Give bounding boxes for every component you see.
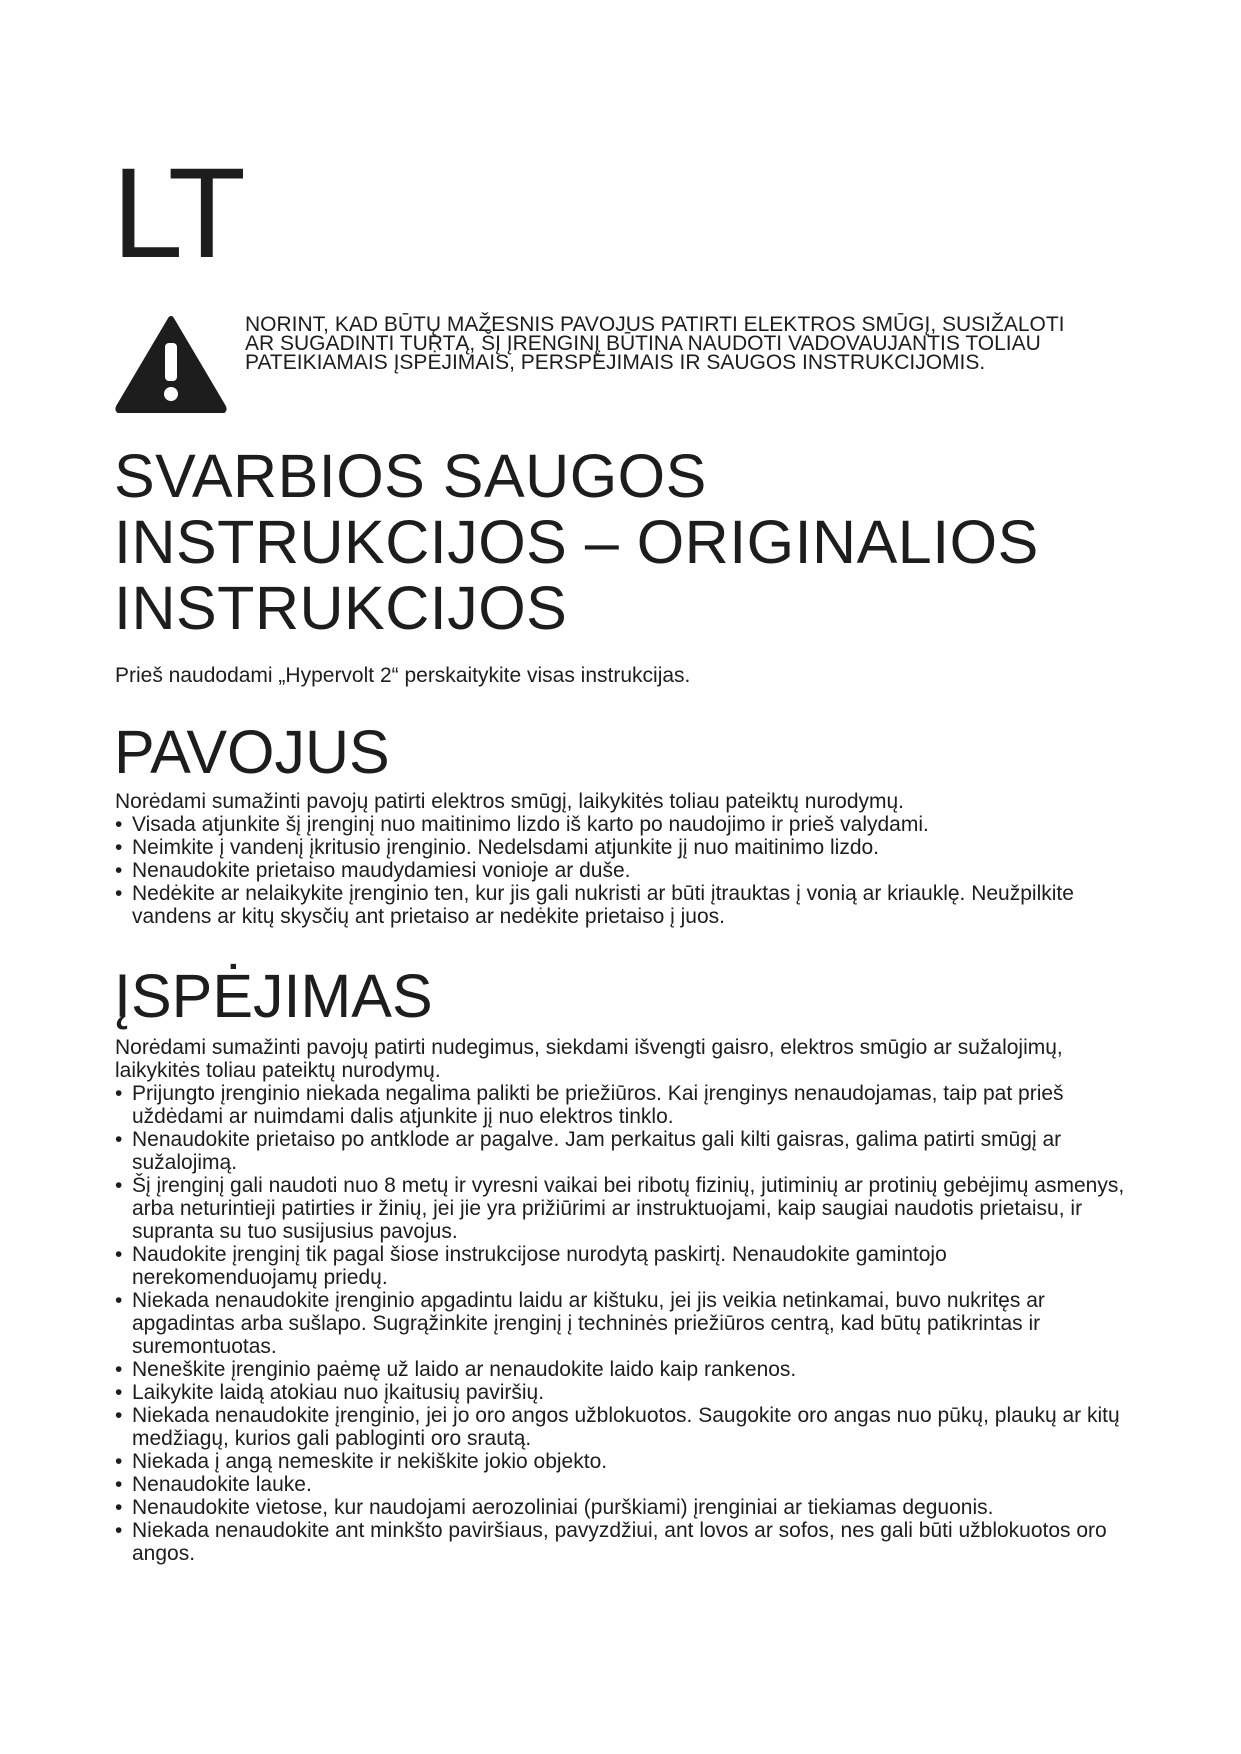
list-item: • Nenaudokite prietaiso po antklode ar pagalve. Jam perkaitus gali kilti gaisras, galima patirti smūgį ar sužalojimą. [115, 1128, 1135, 1174]
language-code: LT [112, 142, 240, 285]
danger-list [115, 813, 1135, 928]
warning-lead: Norėdami sumažinti pavojų patirti nudegimus, siekdami išvengti gaisro, elektros smūgio ar sužalojimų, laikykitės toliau pateiktų nurodymų. [115, 1036, 1063, 1082]
list-item: • Nenaudokite prietaiso maudydamiesi vonioje ar duše. [115, 859, 1135, 882]
alert-text: NORINT, KAD BŪTŲ MAŽESNIS PAVOJUS PATIRTI ELEKTROS SMŪGĮ, SUSIŽALOTI AR SUGADINTI TURTĄ, ŠĮ ĮRENGINĮ BŪTINA NAUDOTI VADOVAUJANTIS TOLIAU PATEIKIAMAIS ĮSPĖJIMAIS, PERSPĖJIMAIS IR SAUGOS INSTRUKCIJOMIS. [245, 313, 1065, 374]
list-item: • Niekada nenaudokite ant minkšto paviršiaus, pavyzdžiui, ant lovos ar sofos, nes gali būti užblokuotos oro angos. [115, 1519, 1135, 1565]
list-item: • Šį įrenginį gali naudoti nuo 8 metų ir vyresni vaikai bei ribotų fizinių, jutiminių ar protinių gebėjimų asmenys, arba neturintieji patirties ir žinių, jei jie yra prižiūrimi ar instruktuojami, kaip saugiai naudotis prietaisu, ir supranta su tuo susijusius pavojus. [115, 1174, 1135, 1243]
list-item: • Laikykite laidą atokiau nuo įkaitusių paviršių. [115, 1381, 1135, 1404]
list-item: • Prijungto įrenginio niekada negalima palikti be priežiūros. Kai įrenginys nenaudojamas, taip pat prieš uždėdami ar nuimdami dalis atjunkite jį nuo elektros tinklo. [115, 1082, 1135, 1128]
list-item: • Nedėkite ar nelaikykite įrenginio ten, kur jis gali nukristi ar būti įtrauktas į vonią ar kriauklę. Neužpilkite vandens ar kitų skysčių ant prietaiso ar nedėkite prietaiso į juos. [115, 882, 1135, 928]
danger-lead: Norėdami sumažinti pavojų patirti elektros smūgį, laikykitės toliau pateiktų nurodymų. [115, 790, 905, 813]
list-item: • Niekada į angą nemeskite ir nekiškite jokio objekto. [115, 1450, 1135, 1473]
list-item: • Nenaudokite vietose, kur naudojami aerozoliniai (purškiami) įrenginiai ar tiekiamas deguonis. [115, 1496, 1135, 1519]
list-item: • Neneškite įrenginio paėmę už laido ar nenaudokite laido kaip rankenos. [115, 1358, 1135, 1381]
warning-heading: ĮSPĖJIMAS [114, 962, 433, 1030]
list-item: • Visada atjunkite šį įrenginį nuo maitinimo lizdo iš karto po naudojimo ir prieš valydami. [115, 813, 1135, 836]
list-item: • Niekada nenaudokite įrenginio, jei jo oro angos užblokuotos. Saugokite oro angas nuo pūkų, plaukų ar kitų medžiagų, kurios gali pabloginti oro srautą. [115, 1404, 1135, 1450]
intro-text: Prieš naudodami „Hypervolt 2“ perskaitykite visas instrukcijas. [115, 664, 691, 687]
list-item: • Niekada nenaudokite įrenginio apgadintu laidu ar kištuku, jei jis veikia netinkamai, buvo nukritęs ar apgadintas arba sušlapo. Sugrąžinkite įrenginį į techninės priežiūros centrą, kad būtų patikrintas ir suremontuotas. [115, 1289, 1135, 1358]
warning-triangle-icon [115, 315, 227, 413]
list-item: • Nenaudokite lauke. [115, 1473, 1135, 1496]
page-title: SVARBIOS SAUGOS INSTRUKCIJOS – ORIGINALIOS INSTRUKCIJOS [114, 442, 1039, 642]
warning-list [115, 1082, 1135, 1565]
list-item: • Naudokite įrenginį tik pagal šiose instrukcijose nurodytą paskirtį. Nenaudokite gamintojo nerekomenduojamų priedų. [115, 1243, 1135, 1289]
list-item: • Neimkite į vandenį įkritusio įrenginio. Nedelsdami atjunkite jį nuo maitinimo lizdo. [115, 836, 1135, 859]
danger-heading: PAVOJUS [114, 718, 390, 786]
